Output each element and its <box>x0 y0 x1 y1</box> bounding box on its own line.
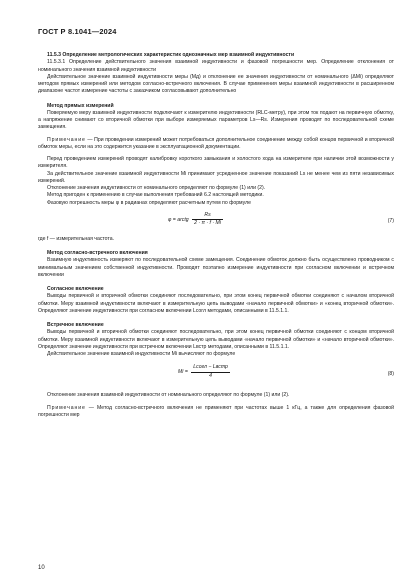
formula-denominator: 2 · π · f · Mi <box>194 220 221 226</box>
opposing-note <box>38 405 394 420</box>
document-header: ГОСТ Р 8.1041—2024 <box>38 27 117 36</box>
aiding-heading: Согласное включение <box>47 286 104 292</box>
formula-lhs: Mi = <box>178 369 188 376</box>
aiding-paragraph: Выводы первичной и вторичной обмотки соединяют последовательно, при этом конец первичной обмотки соединяют с началом вторичной обмотки. Меру взаимной индуктивности включают в измерительную цепь выводами «начало первичной обмотки» и «конец вторичной обмотки». Определяют значение индуктивности при согласном включении Lсогл методами, описанными в 11.5.1.1. <box>38 293 394 314</box>
formula-8 <box>38 361 394 389</box>
direct-paragraph: Перед проведением измерений проводят калибровку короткого замыкания и холостого хода на измерителе при наличии этой возможности у измерителя. <box>38 156 394 170</box>
opposing-heading: Встречное включение <box>47 322 104 328</box>
direct-paragraph: Отклонение значения индуктивности от номинального определяют по формуле (1) или (2). <box>47 185 266 191</box>
series-paragraph: Взаимную индуктивность измеряют по последовательной схеме замещения. Соединение обмоток должно быть осуществлено проводником с минимальным значением собственной индуктивности. Проводят поэтапно измерение индуктивности при согласном включении и встречном включении <box>38 257 394 278</box>
direct-note <box>38 137 394 152</box>
direct-paragraph: Метод пригоден к применению в случае выполнения требований 6.2 настоящей методики. <box>47 192 264 199</box>
series-method-heading: Метод согласно-встречного включения <box>47 250 148 256</box>
section-paragraph: Действительное значение взаимной индуктивности меры (Mд) и отклонение ее значения индуктивности от номинального (ΔMi) определяют методом прямых измерений или методом согласно-встречного включения. В случае применения меры взаимной индуктивности в расширенном диапазоне частот измерение частоты с заказчиком согласовывают дополнительно <box>38 73 394 95</box>
direct-paragraph: Поверяемую меру взаимной индуктивности подключают к измерителю индуктивности (RLC-метру), при этом ток подают на первичную обмотку, а напряжение снимают со вторичной обмотки при выборе измеряемых параметров Ls—Rs. Измерения проводят по последовательной схеме замещения. <box>38 109 394 131</box>
note-text: — Метод согласно-встречного включения не применяют при частотах выше 1 кГц, а также для определения фазовой погрешности мер <box>38 404 394 418</box>
formula-lhs: φ = arctg <box>168 216 189 223</box>
formula-7 <box>38 210 394 233</box>
formula-fraction <box>192 212 223 228</box>
direct-method-heading: Метод прямых измерений <box>47 102 114 109</box>
note-text: — При проведении измерений может потребоваться дополнительное соединение между собой концов первичной и вторичной обмоток меры, если на это содержится указание в эксплуатационной документации. <box>38 136 394 150</box>
formula-number: (8) <box>387 371 394 378</box>
direct-paragraph: Фазовую погрешность меры φ в радианах определяют расчетным путем по формуле <box>47 199 251 206</box>
opposing-paragraph: Выводы первичной и вторичной обмотки соединяют последовательно, при этом конец первичной обмотки соединяют с концом вторичной обмотки. Меру взаимной индуктивности включают в измерительную цепь выводами «начало первичной обмотки» и «начало вторичной обмотки». Определяют значение индуктивности при встречном включении Lвстр методами, описанными в 11.5.1.1. <box>38 329 394 350</box>
formula-expression <box>168 212 223 228</box>
formula-fraction <box>191 364 230 380</box>
opposing-paragraph: Действительное значение взаимной индуктивности Mi вычисляют по формуле <box>47 351 236 357</box>
formula-explanation: где f — измерительная частота. <box>38 235 115 242</box>
section-paragraph: 11.5.3.1 Определение действительного значения взаимной индуктивности и фазовой погрешности мер. Определение отклонения от номинального значения взаимной индуктивности <box>38 59 394 73</box>
note-label: Примечание <box>47 136 86 143</box>
formula-numerator: Lсогл − Lвстр <box>191 364 230 372</box>
formula-denominator: 4 <box>209 372 213 379</box>
formula-expression <box>178 364 230 380</box>
opposing-paragraph: Отклонение значения взаимной индуктивности от номинального определяют по формуле (1) или (2). <box>47 392 290 399</box>
note-label: Примечание <box>47 404 86 411</box>
page-number: 10 <box>38 565 45 571</box>
page-content <box>38 52 394 419</box>
formula-number: (7) <box>387 217 394 224</box>
section-title: 11.5.3 Определение метрологических характеристик однозначных мер взаимной индуктивности <box>47 52 295 58</box>
formula-numerator: Rs <box>192 212 223 220</box>
direct-paragraph: За действительное значение взаимной индуктивности Mi принимают усредненное значение показаний Ls не менее чем из пяти независимых измерений. <box>38 170 394 184</box>
